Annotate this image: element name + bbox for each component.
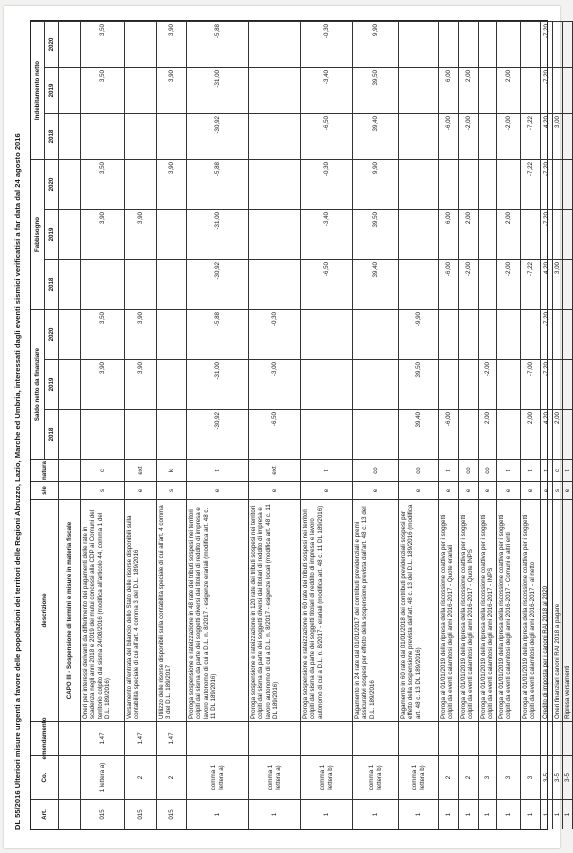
row-value bbox=[81, 113, 125, 159]
row-value bbox=[81, 409, 125, 459]
row-value: 2,00 bbox=[459, 67, 479, 113]
row-value: 3,00 bbox=[553, 259, 563, 309]
row-value bbox=[497, 309, 521, 359]
row-co: comma 1 lettera b) bbox=[353, 755, 399, 799]
row-descrizione: Pagamento in 60 rate dal 01/01/2018 dei contributi previdenziali sospesi per effetto della sospensione prevista dall'art. 48 c. 13 del D.L. 189/2016 (modifica art. 48 c. 13 DL 189/2016) bbox=[399, 499, 439, 721]
row-value bbox=[459, 159, 479, 209]
row-se: e bbox=[497, 481, 521, 499]
row-emendamento bbox=[353, 721, 399, 755]
row-value bbox=[157, 113, 187, 159]
row-natura: c bbox=[81, 459, 125, 481]
row-natura: ext bbox=[125, 459, 157, 481]
row-art: 1 bbox=[497, 799, 521, 829]
row-value bbox=[125, 21, 157, 67]
row-co: 2 bbox=[459, 755, 479, 799]
row-value bbox=[399, 67, 439, 113]
row-value bbox=[125, 67, 157, 113]
row-value bbox=[125, 113, 157, 159]
row-emendamento bbox=[439, 721, 459, 755]
row-value: -2,00 bbox=[459, 113, 479, 159]
row-value bbox=[399, 21, 439, 67]
row-value: 9,90 bbox=[353, 21, 399, 67]
row-value: -3,40 bbox=[301, 209, 353, 259]
row-value bbox=[81, 259, 125, 309]
row-art: 1 bbox=[459, 799, 479, 829]
row-value: -3,00 bbox=[249, 359, 301, 409]
row-art bbox=[59, 799, 81, 829]
row-value bbox=[59, 309, 81, 359]
row-value bbox=[553, 67, 563, 113]
row-natura: t bbox=[187, 459, 249, 481]
row-value: 4,20 bbox=[541, 409, 553, 459]
row-value bbox=[59, 21, 81, 67]
row-se: e bbox=[399, 481, 439, 499]
row-value: -31,00 bbox=[187, 209, 249, 259]
row-value bbox=[249, 209, 301, 259]
row-descrizione: Ripresa versamenti bbox=[563, 499, 573, 721]
row-value: -2,00 bbox=[459, 259, 479, 309]
row-se: e bbox=[353, 481, 399, 499]
header-fabbisogno: Fabbisogno bbox=[31, 159, 45, 309]
row-descrizione: Pagamento in 24 rate dal 01/01/2017 dei contributi previdenziali e premi assicurativi sospesi per effetto della sospensione prevista dall'art. 48 c. 13 del D.L. 189/2016 bbox=[353, 499, 399, 721]
row-descrizione: Proroga sospensione e rateizzazione in 120 rate dei tributi sospesi nei territori colpiti dal sisma da parte dei soggetti diversi dai titolari di reddito di impresa e lavoro autonomo di cui a D.L. n. 8/2017 - esigenze locali (modifica art. 48 c. 11 DL 189/2016) bbox=[249, 499, 301, 721]
row-value: -7,20 bbox=[541, 209, 553, 259]
row-natura: t bbox=[497, 459, 521, 481]
row-value bbox=[157, 359, 187, 409]
row-emendamento bbox=[521, 721, 541, 755]
row-value: -9,90 bbox=[399, 309, 439, 359]
row-value bbox=[497, 159, 521, 209]
row-value bbox=[563, 209, 573, 259]
header-year: 2019 bbox=[45, 209, 59, 259]
row-descrizione: Versamento all'entrata del bilancio dello Stato delle risorse disponibili sulla contabilità speciale di cui all'art. 4 comma 3 del D.L. 189/2016 bbox=[125, 499, 157, 721]
row-value: -7,22 bbox=[521, 113, 541, 159]
row-value bbox=[497, 21, 521, 67]
header-year: 2018 bbox=[45, 409, 59, 459]
row-value: 6,00 bbox=[439, 209, 459, 259]
row-se: e bbox=[563, 481, 573, 499]
row-value: 4,20 bbox=[541, 259, 553, 309]
row-co: 2 bbox=[125, 755, 157, 799]
row-se: e bbox=[479, 481, 497, 499]
row-value: 2,00 bbox=[459, 209, 479, 259]
row-value bbox=[479, 21, 497, 67]
row-value bbox=[157, 309, 187, 359]
row-value: -5,88 bbox=[187, 159, 249, 209]
row-value bbox=[479, 309, 497, 359]
row-value bbox=[59, 359, 81, 409]
row-value: 4,20 bbox=[541, 113, 553, 159]
row-value bbox=[439, 359, 459, 409]
row-emendamento bbox=[563, 721, 573, 755]
row-art: 1 bbox=[399, 799, 439, 829]
row-co: 3-5 bbox=[563, 755, 573, 799]
row-value: 39,50 bbox=[353, 67, 399, 113]
row-value bbox=[59, 159, 81, 209]
row-value bbox=[353, 359, 399, 409]
document-page bbox=[4, 6, 571, 848]
row-value: -5,88 bbox=[187, 21, 249, 67]
row-value: 3,00 bbox=[553, 113, 563, 159]
row-value bbox=[249, 259, 301, 309]
row-value bbox=[439, 159, 459, 209]
row-value bbox=[459, 309, 479, 359]
row-value: -7,20 bbox=[541, 21, 553, 67]
row-se: e bbox=[521, 481, 541, 499]
row-natura bbox=[59, 459, 81, 481]
row-value: 39,40 bbox=[353, 259, 399, 309]
row-descrizione: Proroga sospensione e rateizzazione in 60 rate dei tributi sospesi nei territori colpiti dal sisma da parte dei soggetti titolari di reddito di impresa e lavoro autonomo di cui a D.L. n. 8/2017 - erariali (modifica art. 48 c. 11 DL 189/2016) bbox=[301, 499, 353, 721]
row-value: 3,90 bbox=[125, 359, 157, 409]
row-natura: k bbox=[157, 459, 187, 481]
row-value: 9,90 bbox=[353, 159, 399, 209]
row-value: -2,00 bbox=[479, 359, 497, 409]
row-value bbox=[301, 409, 353, 459]
row-value: -6,00 bbox=[439, 409, 459, 459]
row-value: 3,50 bbox=[81, 21, 125, 67]
row-value bbox=[59, 409, 81, 459]
row-natura: co bbox=[399, 459, 439, 481]
row-value bbox=[439, 21, 459, 67]
row-value: -2,00 bbox=[497, 113, 521, 159]
row-descrizione: Proroga sospensione e rateizzazione in 48 rate dei tributi sospesi nei territori colpiti dal sisma da parte dei soggetti diversi dai titolari di reddito di impresa e lavoro autonomo di cui a D.L. n. 8/2017 - esigenze erariali (modifica art. 48 c. 11 DL 189/2016) bbox=[187, 499, 249, 721]
row-value: -30,92 bbox=[187, 259, 249, 309]
row-value: -6,50 bbox=[301, 259, 353, 309]
row-co: comma 1 lettera b) bbox=[301, 755, 353, 799]
header-saldo-netto: Saldo netto da finanziare bbox=[31, 309, 45, 459]
row-value: 39,50 bbox=[399, 359, 439, 409]
row-value bbox=[157, 409, 187, 459]
row-descrizione: Credito di imposta per i canoni RAI 2018 al 2020 bbox=[541, 499, 553, 721]
row-value: -7,00 bbox=[521, 359, 541, 409]
row-value: -3,40 bbox=[301, 67, 353, 113]
row-natura: co bbox=[459, 459, 479, 481]
row-value bbox=[59, 67, 81, 113]
row-value bbox=[439, 309, 459, 359]
row-se: s bbox=[81, 481, 125, 499]
row-descrizione: Utilizzo delle risorse disponibili sulla contabilità speciale di cui all'art. 4 comma 3 del D.L. 189/2017 bbox=[157, 499, 187, 721]
row-value: 6,00 bbox=[439, 67, 459, 113]
row-value bbox=[59, 209, 81, 259]
row-value: 3,90 bbox=[81, 359, 125, 409]
row-value: -6,50 bbox=[249, 409, 301, 459]
row-se: s bbox=[553, 481, 563, 499]
header-year: 2019 bbox=[45, 359, 59, 409]
row-value: -6,00 bbox=[439, 113, 459, 159]
row-value bbox=[249, 159, 301, 209]
row-art: 1 bbox=[479, 799, 497, 829]
row-se bbox=[59, 481, 81, 499]
row-descrizione: Oneri per interessi derivanti da differimento dei pagamenti delle rate in scadenza negli anni 2018 e 2019 dei mutui concessi alla CDP ai Comuni del territorio colpito dal sisma 24/08/2016 (modifica all'articolo 44, comma 1 del D.L. 189/2016) bbox=[81, 499, 125, 721]
header-se: s/e bbox=[31, 481, 59, 499]
row-value: -6,50 bbox=[301, 113, 353, 159]
row-value: -7,20 bbox=[541, 159, 553, 209]
header-indebitamento: Indebitamento netto bbox=[31, 21, 45, 159]
row-value bbox=[399, 113, 439, 159]
row-descrizione: Proroga al 01/01/2019 della ripresa della riscossione coattiva per i soggetti colpiti da eventi calamitosi degli anni 2016-2017 - INPS bbox=[479, 499, 497, 721]
header-year: 2019 bbox=[45, 67, 59, 113]
row-value bbox=[301, 309, 353, 359]
row-value: 2,00 bbox=[479, 409, 497, 459]
row-co: comma 1 lettera a) bbox=[249, 755, 301, 799]
row-art: 015 bbox=[81, 799, 125, 829]
row-value: -7,20 bbox=[541, 67, 553, 113]
row-art: 015 bbox=[157, 799, 187, 829]
row-value bbox=[521, 309, 541, 359]
row-emendamento bbox=[541, 721, 553, 755]
row-value bbox=[553, 309, 563, 359]
header-descrizione: descrizione bbox=[31, 499, 59, 721]
row-value bbox=[553, 21, 563, 67]
header-art: Art. bbox=[31, 799, 59, 829]
row-value bbox=[399, 209, 439, 259]
row-se: e bbox=[459, 481, 479, 499]
row-art: 015 bbox=[125, 799, 157, 829]
row-value: -0,30 bbox=[301, 159, 353, 209]
rotated-sheet bbox=[12, 16, 571, 836]
row-natura: co bbox=[353, 459, 399, 481]
row-art: 1 bbox=[553, 799, 563, 829]
row-se: e bbox=[439, 481, 459, 499]
row-value bbox=[563, 67, 573, 113]
row-se: e bbox=[541, 481, 553, 499]
row-emendamento bbox=[459, 721, 479, 755]
row-natura: t bbox=[301, 459, 353, 481]
row-value: 3,50 bbox=[81, 309, 125, 359]
row-value bbox=[563, 159, 573, 209]
row-value bbox=[479, 67, 497, 113]
row-emendamento bbox=[59, 721, 81, 755]
row-value: 3,90 bbox=[157, 159, 187, 209]
row-value bbox=[125, 259, 157, 309]
row-value: 3,90 bbox=[81, 209, 125, 259]
row-value bbox=[249, 67, 301, 113]
row-value bbox=[479, 159, 497, 209]
row-natura: t bbox=[521, 459, 541, 481]
row-value: -31,00 bbox=[187, 359, 249, 409]
row-value bbox=[157, 209, 187, 259]
row-natura: c bbox=[553, 459, 563, 481]
row-emendamento: 1.47 bbox=[81, 721, 125, 755]
row-value: 3,50 bbox=[81, 67, 125, 113]
row-value: 2,00 bbox=[521, 409, 541, 459]
row-co: 3 bbox=[479, 755, 497, 799]
row-descrizione: Proroga al 01/01/2019 della ripresa della riscossione coattiva per i soggetti colpiti da eventi calamitosi degli anni 2016-2017 - Comuni e altri enti bbox=[497, 499, 521, 721]
row-emendamento bbox=[399, 721, 439, 755]
row-value bbox=[497, 359, 521, 409]
row-art: 1 bbox=[301, 799, 353, 829]
header-year: 2020 bbox=[45, 309, 59, 359]
row-value bbox=[563, 409, 573, 459]
row-value bbox=[59, 113, 81, 159]
row-value bbox=[563, 21, 573, 67]
row-value: 3,90 bbox=[125, 309, 157, 359]
row-value: -31,00 bbox=[187, 67, 249, 113]
row-value bbox=[563, 309, 573, 359]
row-emendamento bbox=[479, 721, 497, 755]
row-value: 3,50 bbox=[81, 159, 125, 209]
row-value: -7,20 bbox=[541, 359, 553, 409]
row-art: 1 bbox=[541, 799, 553, 829]
row-value: -5,88 bbox=[187, 309, 249, 359]
row-co: 3 bbox=[521, 755, 541, 799]
row-value bbox=[157, 259, 187, 309]
header-year: 2018 bbox=[45, 259, 59, 309]
row-value bbox=[125, 159, 157, 209]
row-value bbox=[399, 259, 439, 309]
row-value bbox=[399, 159, 439, 209]
row-value bbox=[479, 209, 497, 259]
row-value bbox=[125, 409, 157, 459]
row-descrizione: Proroga al 01/01/2019 della ripresa della riscossione coattiva per i soggetti colpiti da eventi calamitosi degli anni 2016-2017 - al netto bbox=[521, 499, 541, 721]
row-co: 1 lettera a) bbox=[81, 755, 125, 799]
header-co: Co. bbox=[31, 755, 59, 799]
row-value: -30,92 bbox=[187, 409, 249, 459]
row-descrizione: Proroga al 01/01/2019 della ripresa della riscossione coattiva per i soggetti colpiti da eventi calamitosi degli anni 2016-2017 - Quote INPS bbox=[459, 499, 479, 721]
header-year: 2020 bbox=[45, 159, 59, 209]
row-emendamento bbox=[187, 721, 249, 755]
header-year: 2018 bbox=[45, 113, 59, 159]
row-value bbox=[301, 359, 353, 409]
row-se: e bbox=[249, 481, 301, 499]
row-value bbox=[459, 409, 479, 459]
row-emendamento bbox=[249, 721, 301, 755]
row-value: -7,22 bbox=[521, 259, 541, 309]
row-emendamento bbox=[301, 721, 353, 755]
row-co: 2 bbox=[157, 755, 187, 799]
row-art: 1 bbox=[563, 799, 573, 829]
row-value: -0,30 bbox=[301, 21, 353, 67]
row-value bbox=[59, 259, 81, 309]
row-se: s bbox=[157, 481, 187, 499]
row-value bbox=[479, 259, 497, 309]
row-value: -7,22 bbox=[521, 159, 541, 209]
row-value: -6,00 bbox=[439, 259, 459, 309]
row-value bbox=[563, 359, 573, 409]
row-se: e bbox=[301, 481, 353, 499]
row-value bbox=[249, 113, 301, 159]
row-co: 3 bbox=[497, 755, 521, 799]
row-value bbox=[563, 259, 573, 309]
row-art: 1 bbox=[521, 799, 541, 829]
row-value bbox=[459, 21, 479, 67]
row-co bbox=[59, 755, 81, 799]
row-value bbox=[353, 309, 399, 359]
row-art: 1 bbox=[249, 799, 301, 829]
row-value bbox=[353, 409, 399, 459]
row-value: 3,90 bbox=[157, 21, 187, 67]
header-year: 2020 bbox=[45, 21, 59, 67]
row-value: 3,90 bbox=[125, 209, 157, 259]
row-value bbox=[521, 21, 541, 67]
row-value: -7,20 bbox=[541, 309, 553, 359]
row-value bbox=[521, 67, 541, 113]
row-value: 2,00 bbox=[497, 209, 521, 259]
header-natura: natura bbox=[31, 459, 59, 481]
row-emendamento bbox=[497, 721, 521, 755]
row-value: 2,00 bbox=[497, 67, 521, 113]
financial-table bbox=[30, 20, 571, 830]
row-value: -0,30 bbox=[249, 309, 301, 359]
header-emendamento: emendamento bbox=[31, 721, 59, 755]
row-value bbox=[563, 113, 573, 159]
row-value: 2,00 bbox=[553, 409, 563, 459]
row-natura: t bbox=[541, 459, 553, 481]
row-value: -30,92 bbox=[187, 113, 249, 159]
row-value bbox=[249, 21, 301, 67]
row-natura: co bbox=[479, 459, 497, 481]
row-value: 3,90 bbox=[157, 67, 187, 113]
document-title: DL 55/2016 Ulteriori misure urgenti a favore delle popolazioni dei territori delle Regioni Abruzzo, Lazio, Marche ed Umbria, interessati dagli eventi sismici verificatisi a far data dal 24 agosto 2016 bbox=[13, 133, 22, 830]
row-emendamento bbox=[553, 721, 563, 755]
row-art: 1 bbox=[439, 799, 459, 829]
row-natura: ext bbox=[249, 459, 301, 481]
row-co: comma 1 lettera a) bbox=[187, 755, 249, 799]
row-co: comma 1 lettera b) bbox=[399, 755, 439, 799]
row-value bbox=[553, 359, 563, 409]
row-natura: t bbox=[439, 459, 459, 481]
row-art: 1 bbox=[353, 799, 399, 829]
row-value bbox=[521, 209, 541, 259]
row-value bbox=[459, 359, 479, 409]
row-co: 3-5 bbox=[553, 755, 563, 799]
row-se: e bbox=[125, 481, 157, 499]
row-value: 39,50 bbox=[353, 209, 399, 259]
row-value: -2,00 bbox=[497, 259, 521, 309]
row-descrizione: Proroga al 01/01/2019 della ripresa della riscossione coattiva per i soggetti colpiti da eventi calamitosi degli anni 2016-2017 - Quote erariali bbox=[439, 499, 459, 721]
row-natura: t bbox=[563, 459, 573, 481]
row-emendamento: 1.47 bbox=[157, 721, 187, 755]
row-value bbox=[553, 209, 563, 259]
row-se: e bbox=[187, 481, 249, 499]
row-art: 1 bbox=[187, 799, 249, 829]
row-value bbox=[479, 113, 497, 159]
row-value: 39,40 bbox=[399, 409, 439, 459]
row-co: 3-5 bbox=[541, 755, 553, 799]
row-descrizione: CAPO III - Sospensione di termini e misure in materia fiscale bbox=[59, 499, 81, 721]
row-value bbox=[553, 159, 563, 209]
row-emendamento: 1.47 bbox=[125, 721, 157, 755]
row-value: 39,40 bbox=[353, 113, 399, 159]
row-descrizione: Oneri finanziari canoni RAI 2018 a pagare bbox=[553, 499, 563, 721]
row-co: 2 bbox=[439, 755, 459, 799]
row-value bbox=[497, 409, 521, 459]
